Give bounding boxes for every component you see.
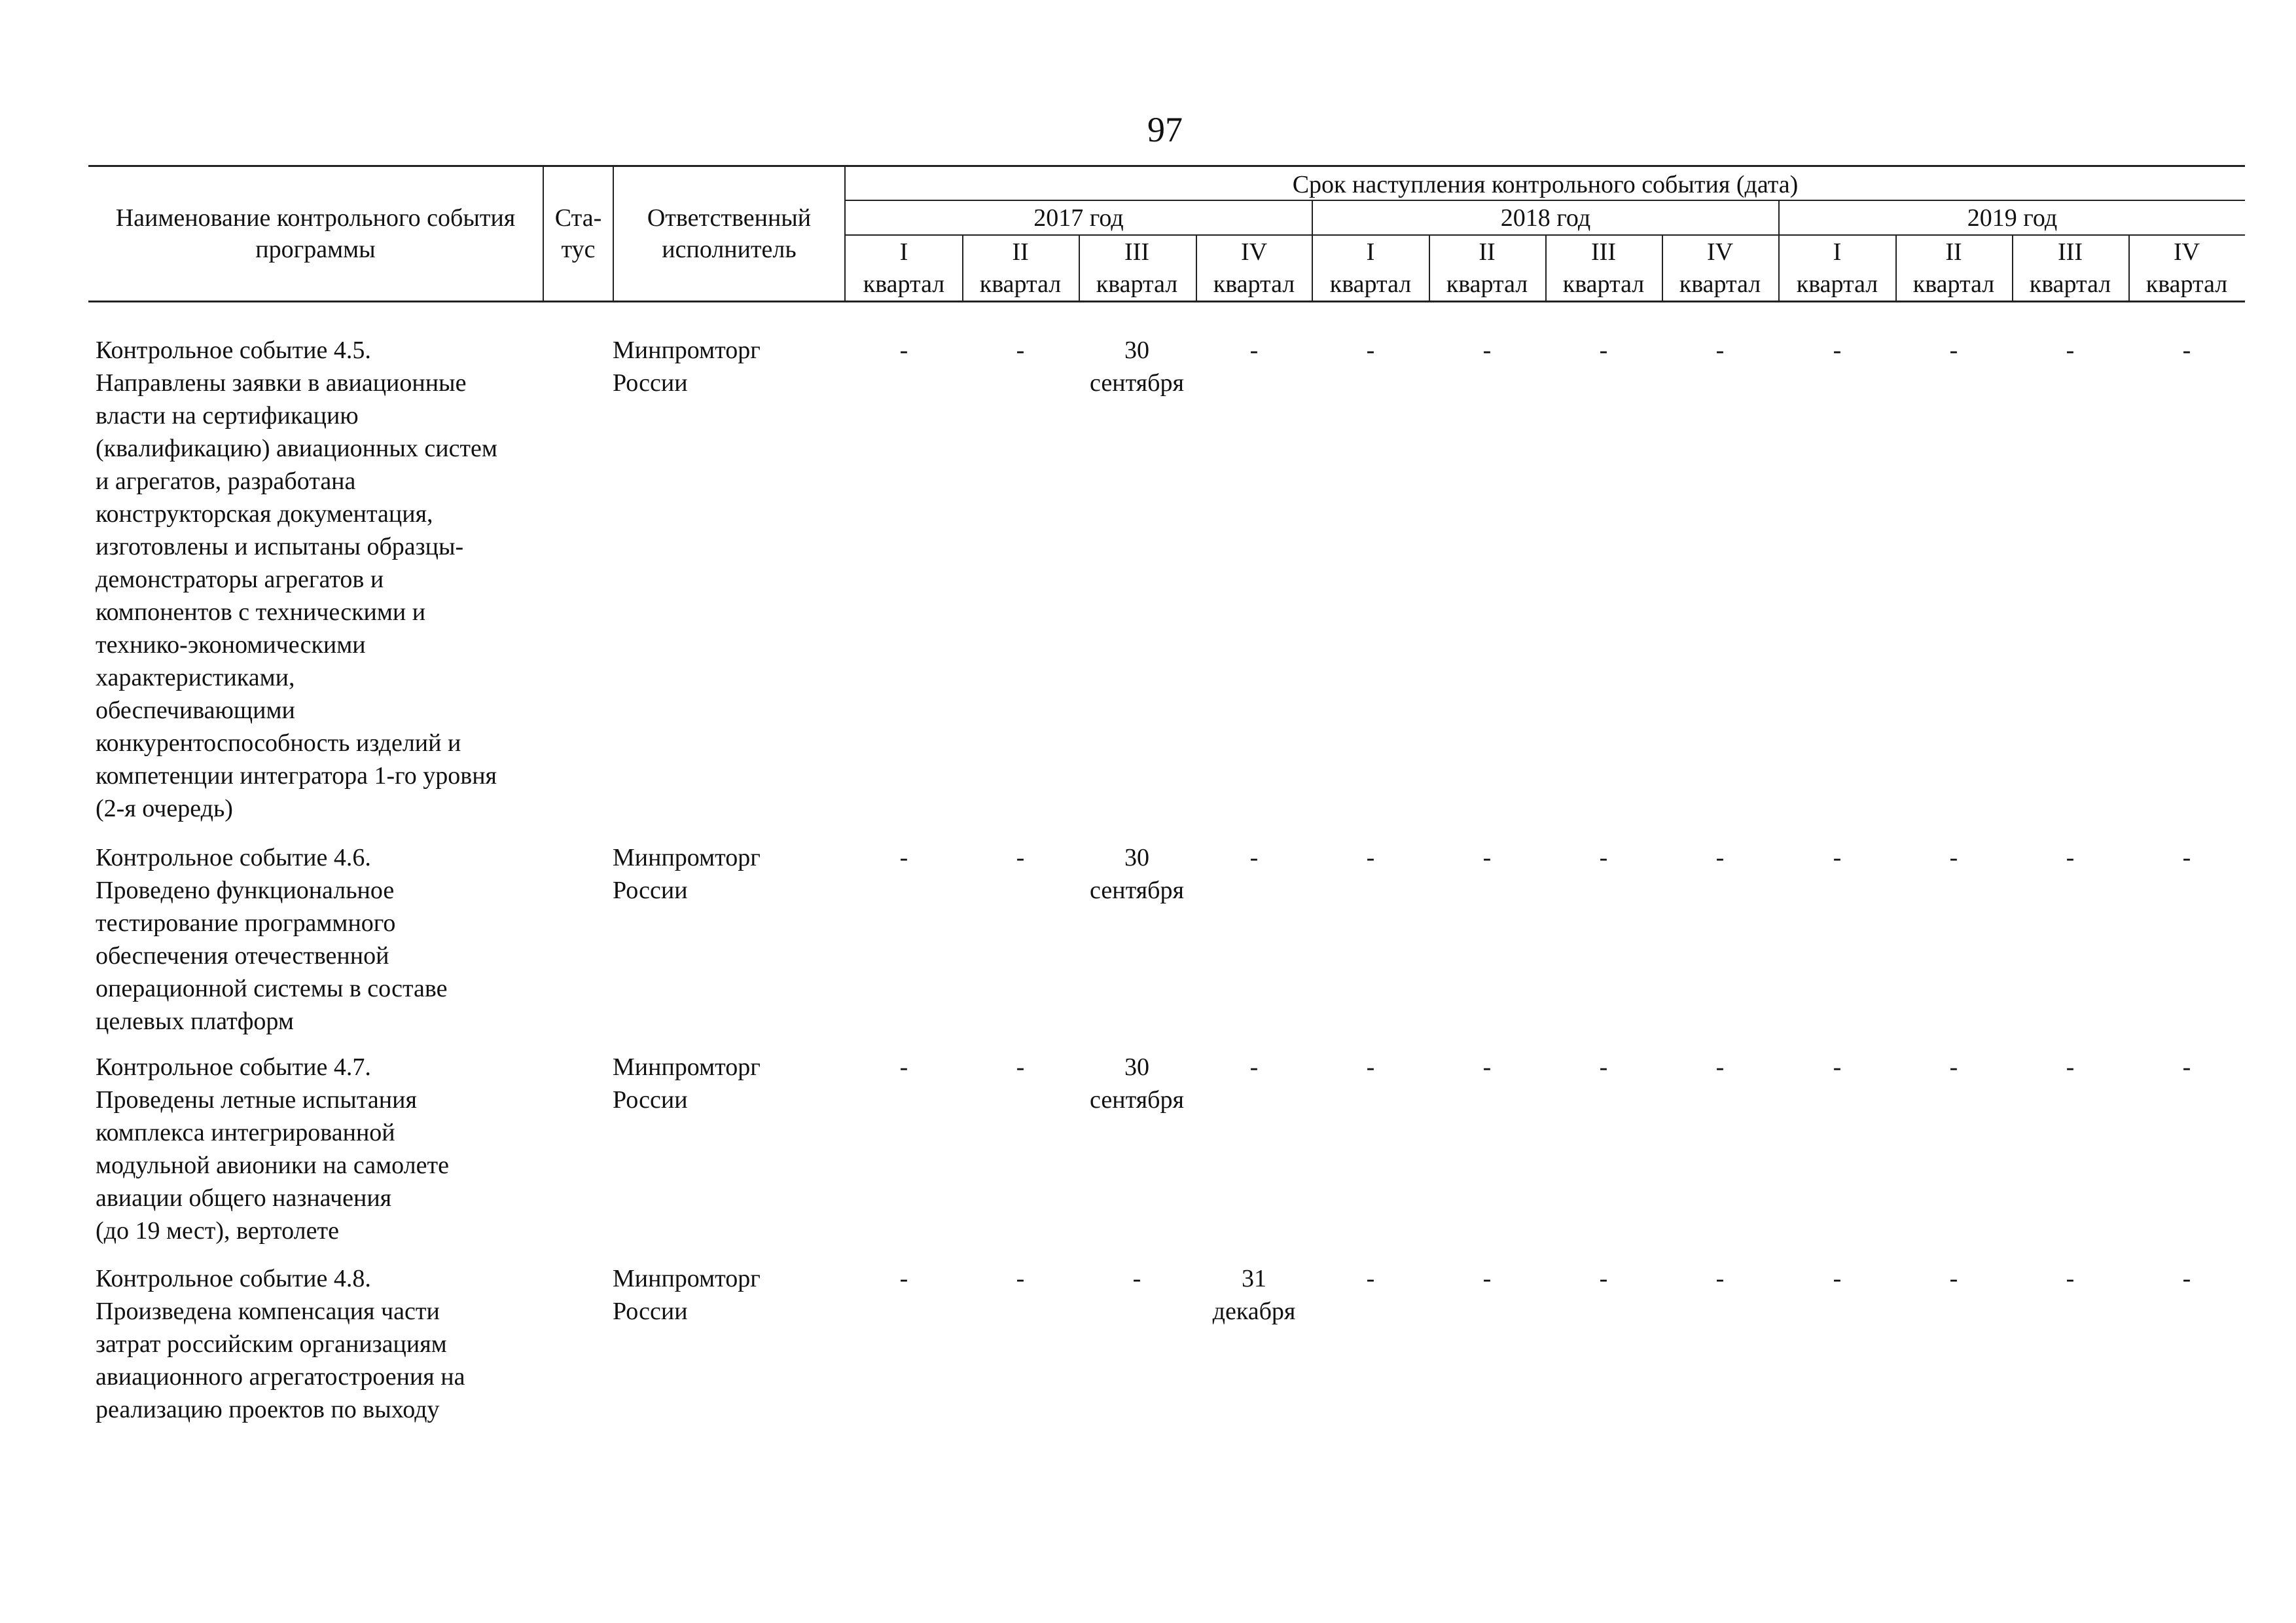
quarter-numeral: II [1945,238,1962,266]
quarter-deadline-cell: - [899,844,908,871]
quarter-deadline-cell: - [899,337,908,364]
header-year-2018: 2018 год [1500,204,1591,232]
responsible-executor: Минпромторг России [613,1053,761,1114]
quarter-deadline-cell: - [1016,337,1025,364]
quarter-deadline-cell: - [1016,844,1025,871]
quarter-deadline-cell: - [1715,844,1725,871]
quarter-label: квартал [1213,270,1295,298]
quarter-deadline-cell: - [2066,1265,2075,1292]
quarter-numeral: I [1366,238,1375,266]
quarter-numeral: II [1012,238,1029,266]
quarter-deadline-cell: - [899,1053,908,1081]
responsible-executor: Минпромторг России [613,844,761,904]
quarter-deadline-cell: 30 сентября [1090,844,1184,904]
quarter-deadline-cell: 30 сентября [1090,337,1184,397]
quarter-label: квартал [1796,270,1878,298]
quarter-numeral: II [1479,238,1496,266]
event-description: Контрольное событие 4.5. Направлены заявки в авиационные власти на сертификацию (квалификацию) авиационных систем и агрегатов, разработана конструкторская документация, изготовлены и испытаны образцы- демонстраторы агрегатов и компонентов с техническими и технико-экономическими характеристиками, обеспечивающими конкурентоспособность изделий и компетенции интегратора 1-го уровня (2-я очередь) [96,337,497,822]
quarter-deadline-cell: - [1482,844,1492,871]
event-description: Контрольное событие 4.7. Проведены летные испытания комплекса интегрированной модульной авионики на самолете авиации общего назначения (до 19 мест), вертолете [96,1053,449,1245]
header-year-2019: 2019 год [1967,204,2058,232]
quarter-deadline-cell: - [1599,1265,1608,1292]
quarter-numeral: IV [1240,238,1268,266]
quarter-label: квартал [1096,270,1178,298]
header-year-2017: 2017 год [1033,204,1124,232]
header-status-part-2: тус [561,236,596,263]
quarter-numeral: I [899,238,908,266]
header-event-name: Наименование контрольного события программы [115,204,516,263]
header-deadline-title: Срок наступления контрольного события (дата) [1292,171,1799,198]
quarter-deadline-cell: - [1482,1265,1492,1292]
quarter-numeral: III [2058,238,2083,266]
header-status-part-1: Ста- [554,204,602,232]
quarter-deadline-cell: - [2182,1265,2191,1292]
page-number: 97 [1147,110,1183,149]
quarter-deadline-cell: - [2182,337,2191,364]
quarter-label: квартал [1679,270,1761,298]
quarter-deadline-cell: - [1366,1265,1375,1292]
quarter-deadline-cell: 31 декабря [1212,1265,1296,1325]
quarter-numeral: III [1124,238,1149,266]
quarter-label: квартал [1562,270,1645,298]
quarter-deadline-cell: - [2182,844,2191,871]
quarter-label: квартал [2145,270,2228,298]
quarter-deadline-cell: - [1599,337,1608,364]
quarter-deadline-cell: - [1715,1265,1725,1292]
quarter-numeral: I [1833,238,1842,266]
quarter-deadline-cell: - [1949,1053,1958,1081]
quarter-deadline-cell: - [1016,1053,1025,1081]
quarter-deadline-cell: - [899,1265,908,1292]
quarter-deadline-cell: - [2066,1053,2075,1081]
quarter-deadline-cell: - [2066,844,2075,871]
quarter-deadline-cell: - [1366,844,1375,871]
quarter-deadline-cell: - [2066,337,2075,364]
quarter-deadline-cell: - [1833,844,1842,871]
quarter-label: квартал [1329,270,1412,298]
quarter-label: квартал [2029,270,2111,298]
quarter-deadline-cell: - [1249,844,1259,871]
quarter-numeral: III [1591,238,1616,266]
quarter-deadline-cell: - [1949,844,1958,871]
quarter-label: квартал [863,270,945,298]
quarter-deadline-cell: - [2182,1053,2191,1081]
quarter-deadline-cell: - [1016,1265,1025,1292]
quarter-deadline-cell: - [1366,337,1375,364]
quarter-deadline-cell: - [1132,1265,1141,1292]
event-description: Контрольное событие 4.8. Произведена компенсация части затрат российским организациям авиационного агрегатостроения на реализацию проектов по выходу [96,1265,465,1423]
quarter-label: квартал [979,270,1062,298]
quarter-deadline-cell: - [1949,337,1958,364]
quarter-deadline-cell: - [1715,1053,1725,1081]
quarter-deadline-cell: - [1833,1053,1842,1081]
header-top-border [88,165,2245,167]
event-description: Контрольное событие 4.6. Проведено функциональное тестирование программного обеспечения отечественной операционной системы в составе целевых платформ [96,844,448,1035]
quarter-label: квартал [1446,270,1528,298]
responsible-executor: Минпромторг России [613,1265,761,1325]
header-line-after-years [844,234,2245,236]
header-bottom-border [88,301,2245,302]
quarter-deadline-cell: - [1366,1053,1375,1081]
quarter-label: квартал [1912,270,1995,298]
quarter-deadline-cell: - [1249,337,1259,364]
header-executor: Ответственный исполнитель [647,204,812,263]
quarter-deadline-cell: - [1833,1265,1842,1292]
responsible-executor: Минпромторг России [613,337,761,397]
quarter-deadline-cell: - [1833,337,1842,364]
quarter-deadline-cell: - [1482,1053,1492,1081]
quarter-numeral: IV [1706,238,1734,266]
quarter-deadline-cell: - [1599,844,1608,871]
quarter-deadline-cell: 30 сентября [1090,1053,1184,1114]
quarter-deadline-cell: - [1249,1053,1259,1081]
quarter-deadline-cell: - [1599,1053,1608,1081]
quarter-deadline-cell: - [1482,337,1492,364]
quarter-deadline-cell: - [1715,337,1725,364]
quarter-deadline-cell: - [1949,1265,1958,1292]
quarter-numeral: IV [2173,238,2200,266]
